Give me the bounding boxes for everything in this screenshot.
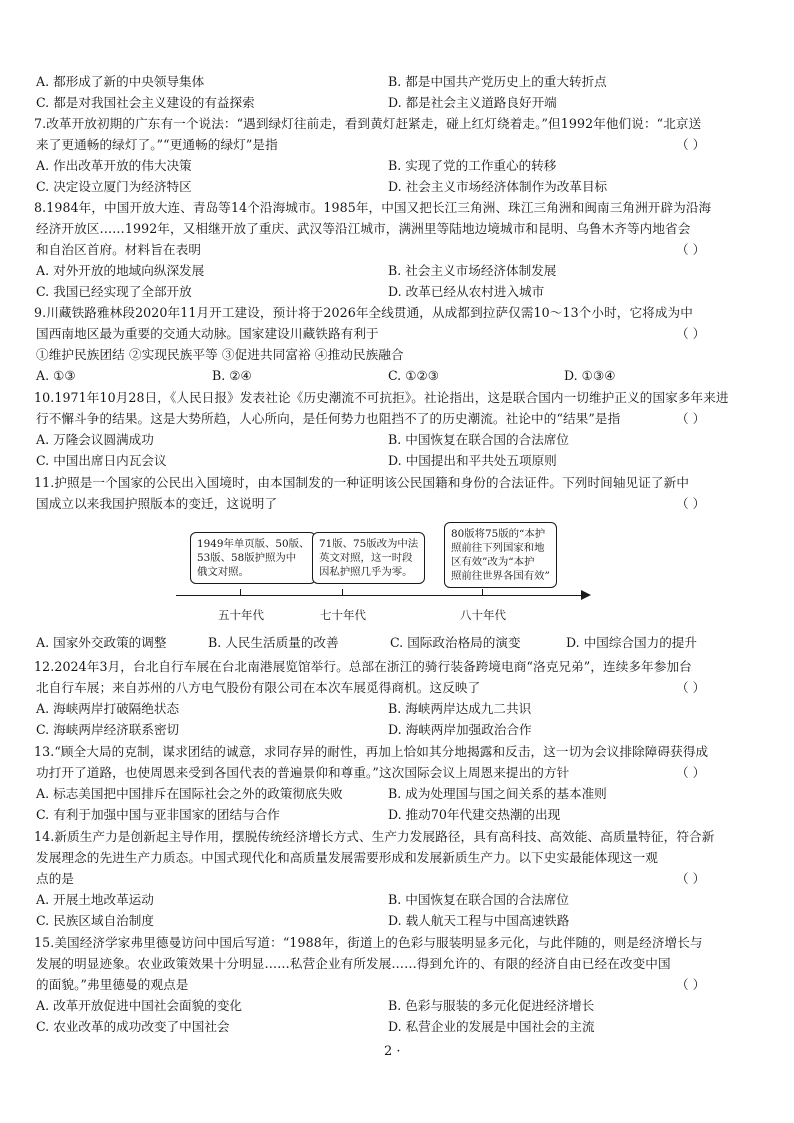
q15-option-c: C. 农业改革的成功改变了中国社会: [36, 1019, 230, 1034]
q11-option-a: A. 国家外交政策的调整: [36, 635, 167, 650]
timeline-label-1950s: 五十年代: [218, 608, 264, 622]
timeline-box-1980s-line: 区有效”改为“本护: [451, 556, 535, 568]
q8-stem-line-1: 8.1984年，中国开放大连、青岛等14个沿海城市。1985年，中国又把长江三角洲、珠江三角洲和闽南三角洲开辟为沿海: [34, 200, 712, 215]
timeline-tick: [482, 589, 483, 596]
q15-stem-line-1: 15.美国经济学家弗里德曼访问中国后写道：“1988年，街道上的色彩与服装明显多元化，与此伴随的，则是经济增长与: [34, 935, 703, 950]
q8-option-c: C. 我国已经实现了全部开放: [36, 284, 192, 299]
q9-answer-paren: （ ）: [676, 326, 706, 341]
passport-timeline: [176, 522, 596, 622]
q10-option-b: B. 中国恢复在联合国的合法席位: [388, 432, 569, 447]
q9-stem-line-2: 国西南地区最为重要的交通大动脉。国家建设川藏铁路有利于: [36, 326, 379, 341]
q14-stem-line-3: 点的是: [36, 871, 75, 886]
q-prev-option-a: A. 都形成了新的中央领导集体: [36, 74, 205, 89]
timeline-box-1980s-line: 照前往下列国家和地: [451, 542, 545, 554]
q15-option-b: B. 色彩与服装的多元化促进经济增长: [388, 998, 595, 1013]
q11-option-b: B. 人民生活质量的改善: [208, 635, 339, 650]
q11-option-d: D. 中国综合国力的提升: [566, 635, 697, 650]
q7-option-b: B. 实现了党的工作重心的转移: [388, 158, 557, 173]
q12-option-b: B. 海峡两岸达成九二共识: [388, 701, 532, 716]
q13-option-a: A. 标志美国把中国排斥在国际社会之外的政策彻底失败: [36, 786, 343, 801]
q13-stem-line-1: 13.“顾全大局的克制，谋求团结的诚意，求同存异的耐性，再加上恰如其分地揭露和反击，这一切为会议排除障碍获得成: [34, 744, 709, 759]
q14-option-d: D. 载人航天工程与中国高速铁路: [388, 913, 570, 928]
q13-option-c: C. 有利于加强中国与亚非国家的团结与合作: [36, 807, 280, 822]
q9-stem-line-3: ①维护民族团结 ②实现民族平等 ③促进共同富裕 ④推动民族融合: [36, 347, 404, 362]
q7-stem-line-1: 7.改革开放初期的广东有一个说法：“遇到绿灯往前走，看到黄灯赶紧走，碰上红灯绕着走。”但1992年他们说：“北京送: [34, 116, 702, 131]
q10-option-c: C. 中国出席日内瓦会议: [36, 453, 167, 468]
q11-stem-line-2: 国成立以来我国护照版本的变迁，这说明了: [36, 496, 278, 511]
q-prev-option-d: D. 都是社会主义道路良好开端: [388, 95, 557, 110]
q8-stem-line-2: 经济开放区……1992年，又相继开放了重庆、武汉等沿江城市，满洲里等陆地边境城市和昆明、乌鲁木齐等内地省会: [36, 221, 691, 236]
q12-stem-line-2: 北自行车展；来自苏州的八方电气股份有限公司在本次车展觅得商机。这反映了: [36, 680, 481, 695]
page-number: 2 ·: [384, 1044, 401, 1059]
q7-option-d: D. 社会主义市场经济体制作为改革目标: [388, 179, 608, 194]
q8-option-d: D. 改革已经从农村进入城市: [388, 284, 545, 299]
timeline-box-1980s: [444, 522, 557, 588]
q15-option-d: D. 私营企业的发展是中国社会的主流: [388, 1019, 595, 1034]
timeline-label-1970s: 七十年代: [320, 608, 366, 622]
q11-answer-paren: （ ）: [676, 496, 706, 511]
q14-stem-line-2: 发展理念的先进生产力质态。中国式现代化和高质量发展需要形成和发展新质生产力。以下史实最能体现这一观: [36, 850, 658, 865]
q13-option-d: D. 推动70年代建交热潮的出现: [388, 807, 561, 822]
q11-option-c: C. 国际政治格局的演变: [390, 635, 521, 650]
q9-option-b: B. ②④: [212, 368, 252, 383]
q10-option-a: A. 万隆会议圆满成功: [36, 432, 154, 447]
q9-stem-line-1: 9.川藏铁路雅林段2020年11月开工建设，预计将于2026年全线贯通，从成都到拉萨仅需10～13个小时，它将成为中: [34, 305, 693, 320]
q12-answer-paren: （ ）: [676, 680, 706, 695]
q10-option-d: D. 中国提出和平共处五项原则: [388, 453, 557, 468]
q14-answer-paren: （ ）: [676, 871, 706, 886]
timeline-box-1970s-line: 71版、75版改为中法: [319, 538, 419, 550]
timeline-box-1970s: [312, 532, 425, 584]
q8-stem-line-3: 和自治区首府。材料旨在表明: [36, 242, 202, 257]
timeline-box-1980s-line: 80版将75版的“本护: [451, 528, 546, 540]
q15-stem-line-2: 发展的明显迹象。农业政策效果十分明显……私营企业有所发展……得到允许的、有限的经济自由已经在改变中国: [36, 956, 671, 971]
q10-stem-line-1: 10.1971年10月28日，《人民日报》发表社论《历史潮流不可抗拒》。社论指出，这是联合国内一切维护正义的国家多年来进: [34, 390, 729, 405]
q8-answer-paren: （ ）: [676, 242, 706, 257]
timeline-box-1970s-line: 英文对照，这一时段: [319, 552, 413, 564]
q13-stem-line-2: 功打开了道路，也使周恩来受到各国代表的普遍景仰和尊重。”这次国际会议上周恩来提出的方针: [36, 765, 570, 780]
q7-answer-paren: （ ）: [676, 137, 706, 152]
timeline-label-1980s: 八十年代: [460, 608, 506, 622]
q13-answer-paren: （ ）: [676, 765, 706, 780]
q15-option-a: A. 改革开放促进中国社会面貌的变化: [36, 998, 243, 1013]
q-prev-option-b: B. 都是中国共产党历史上的重大转折点: [388, 74, 607, 89]
q13-option-b: B. 成为处理国与国之间关系的基本准则: [388, 786, 607, 801]
q14-option-c: C. 民族区域自治制度: [36, 913, 154, 928]
q7-stem-line-2: 来了更通畅的绿灯了。”“更通畅的绿灯”是指: [36, 137, 278, 152]
q9-option-c: C. ①②③: [388, 368, 440, 383]
q15-stem-line-3: 的面貌。”弗里德曼的观点是: [36, 977, 189, 992]
q10-stem-line-2: 行不懈斗争的结果。这是大势所趋，人心所向，是任何势力也阻挡不了的历史潮流。社论中的“结果”是指: [36, 411, 621, 426]
timeline-box-1950s-line: 1949年单页版、50版、: [197, 538, 310, 550]
q-prev-option-c: C. 都是对我国社会主义建设的有益探索: [36, 95, 255, 110]
q15-answer-paren: （ ）: [676, 977, 706, 992]
q14-option-b: B. 中国恢复在联合国的合法席位: [388, 892, 569, 907]
timeline-box-1950s-line: 53版、58版护照为中: [197, 552, 297, 564]
q9-option-a: A. ①③: [36, 368, 76, 383]
q7-option-a: A. 作出改革开放的伟大决策: [36, 158, 192, 173]
q10-answer-paren: （ ）: [676, 411, 706, 426]
timeline-box-1970s-line: 因私护照几乎为零。: [319, 566, 413, 578]
q14-option-a: A. 开展土地改革运动: [36, 892, 154, 907]
q11-stem-line-1: 11.护照是一个国家的公民出入国境时，由本国制发的一种证明该公民国籍和身份的合法证件。下列时间轴见证了新中: [34, 475, 690, 490]
timeline-box-1950s-line: 俄文对照。: [197, 566, 249, 578]
timeline-arrow-icon: [581, 590, 591, 600]
q7-option-c: C. 决定设立厦门为经济特区: [36, 179, 192, 194]
q8-option-a: A. 对外开放的地域向纵深发展: [36, 263, 205, 278]
timeline-box-1950s: [190, 532, 316, 584]
timeline-axis: [176, 595, 588, 596]
timeline-tick: [240, 589, 241, 596]
q12-option-d: D. 海峡两岸加强政治合作: [388, 722, 532, 737]
q14-stem-line-1: 14.新质生产力是创新起主导作用，摆脱传统经济增长方式、生产力发展路径，具有高科技、高效能、高质量特征，符合新: [34, 829, 715, 844]
q9-option-d: D. ①③④: [564, 368, 616, 383]
timeline-tick: [342, 589, 343, 596]
q8-option-b: B. 社会主义市场经济体制发展: [388, 263, 557, 278]
q12-option-c: C. 海峡两岸经济联系密切: [36, 722, 180, 737]
timeline-box-1980s-line: 照前往世界各国有效”: [451, 570, 550, 582]
q12-stem-line-1: 12.2024年3月，台北自行车展在台北南港展览馆举行。总部在浙江的骑行装备跨境电商“洛克兄弟”，连续多年参加台: [34, 659, 692, 674]
q12-option-a: A. 海峡两岸打破隔绝状态: [36, 701, 180, 716]
